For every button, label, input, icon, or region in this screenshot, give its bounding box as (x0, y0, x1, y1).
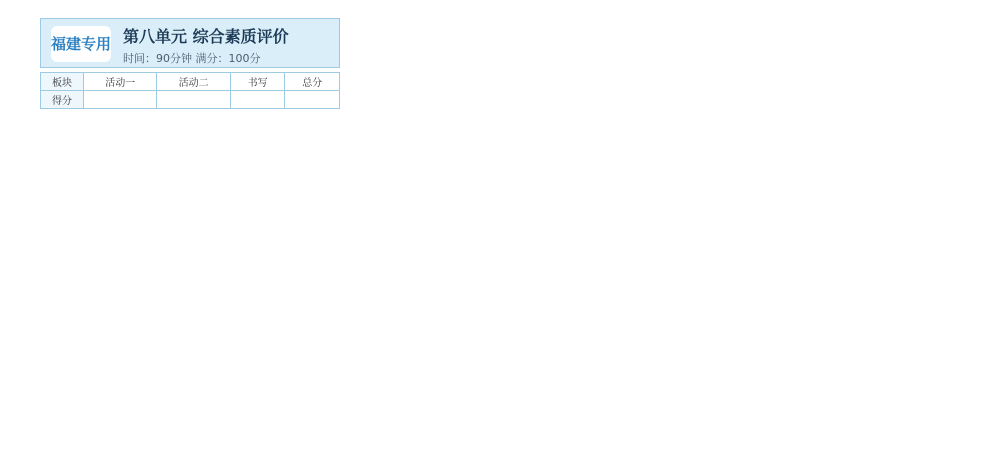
worksheet-title: 第八单元 综合素质评价 (123, 27, 289, 46)
region-badge: 福建专用 (51, 26, 111, 62)
score-table-row (41, 91, 340, 109)
time-limit: 时间：90分钟 (123, 52, 192, 65)
section-label: 活动一 (84, 73, 157, 91)
score-table (40, 72, 340, 109)
score-cell[interactable] (84, 91, 157, 109)
score-cell[interactable] (285, 91, 340, 109)
worksheet-header (40, 18, 340, 68)
row-label: 得分 (41, 91, 84, 109)
score-table-row (41, 73, 340, 91)
section-label: 书写 (230, 73, 285, 91)
section-label: 总分 (285, 73, 340, 91)
section-label: 活动二 (157, 73, 230, 91)
exam-info (123, 50, 261, 66)
score-cell[interactable] (157, 91, 230, 109)
row-label: 板块 (41, 73, 84, 91)
full-score: 满分：100分 (195, 52, 261, 65)
score-cell[interactable] (230, 91, 285, 109)
